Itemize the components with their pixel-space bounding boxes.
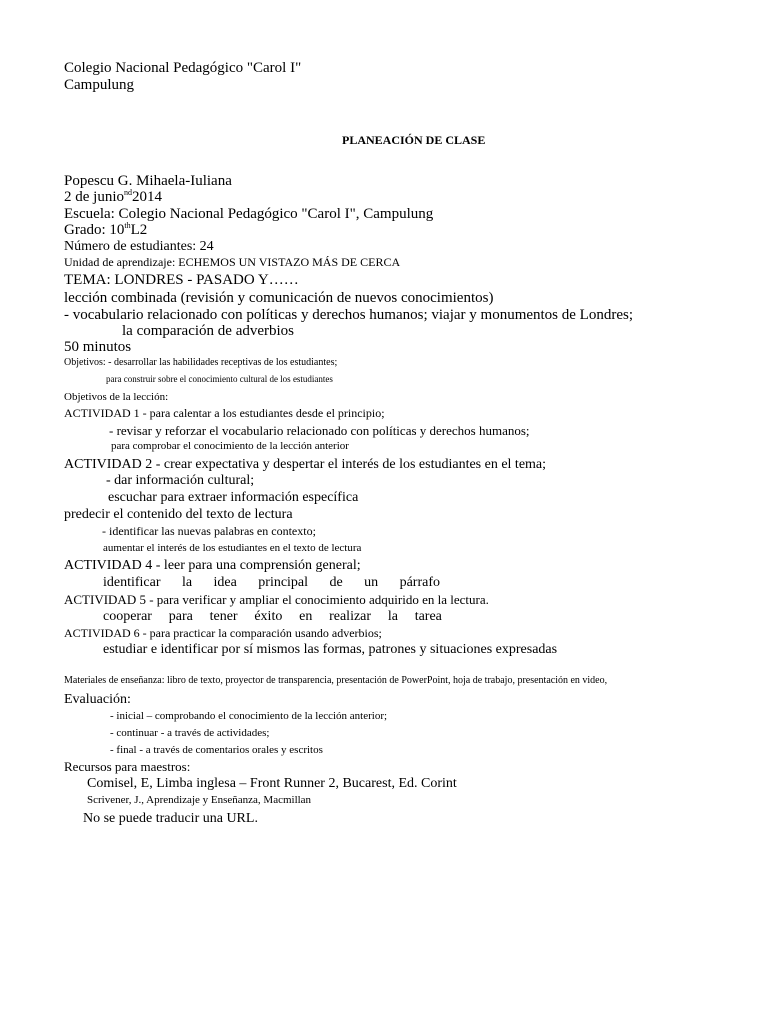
grade-info: Grado: 10thL2: [64, 221, 148, 238]
activity-1-line-1: - revisar y reforzar el vocabulario relacionado con políticas y derechos humanos;: [109, 423, 530, 438]
word: principal: [258, 575, 309, 590]
word: párrafo: [399, 575, 440, 590]
duration: 50 minutos: [64, 339, 132, 355]
word: para: [168, 609, 193, 624]
page-title: PLANEACIÓN DE CLASE: [342, 133, 486, 147]
resources-heading: Recursos para maestros:: [64, 759, 191, 774]
word: éxito: [254, 609, 283, 624]
evaluation-continue: - continuar - a través de actividades;: [110, 727, 270, 739]
word: tener: [209, 609, 238, 624]
city-name: Campulung: [64, 77, 134, 93]
lesson-objectives-heading: Objetivos de la lección:: [64, 391, 169, 403]
word: de: [329, 575, 343, 590]
adverbs-line: la comparación de adverbios: [122, 323, 295, 339]
predict-line: predecir el contenido del texto de lectura: [64, 507, 293, 522]
learning-unit: Unidad de aprendizaje: ECHEMOS UN VISTAZO MÁS DE CERCA: [64, 255, 401, 269]
lesson-type: lección combinada (revisión y comunicación de nuevos conocimientos): [64, 290, 494, 306]
word: la: [387, 609, 398, 624]
activity-6: ACTIVIDAD 6 - para practicar la comparación usando adverbios;: [64, 626, 382, 640]
activity-2-line-1: - dar información cultural;: [106, 473, 255, 488]
word: realizar: [329, 609, 372, 624]
predict-line-2: aumentar el interés de los estudiantes en el texto de lectura: [103, 542, 362, 554]
predict-line-1: - identificar las nuevas palabras en contexto;: [102, 524, 316, 538]
activity-6-line-1: estudiar e identificar por sí mismos las formas, patrones y situaciones expresadas: [103, 642, 558, 657]
school-name: Colegio Nacional Pedagógico "Carol I": [64, 60, 302, 76]
activity-1-line-2: para comprobar el conocimiento de la lección anterior: [111, 440, 349, 452]
activity-5-line-1: [103, 610, 442, 624]
vocabulary-line: - vocabulario relacionado con políticas y derechos humanos; viajar y monumentos de Londres;: [64, 307, 633, 323]
objectives-line: Objetivos: - desarrollar las habilidades receptivas de los estudiantes;: [64, 357, 338, 368]
footer-note: No se puede traducir una URL.: [83, 811, 258, 826]
word: cooperar: [103, 609, 152, 624]
activity-5: ACTIVIDAD 5 - para verificar y ampliar el conocimiento adquirido en la lectura.: [64, 592, 489, 607]
activity-4-line-1: [103, 576, 440, 590]
teacher-name: Popescu G. Mihaela-Iuliana: [64, 173, 232, 189]
activity-2-line-2: escuchar para extraer información específica: [108, 490, 359, 505]
students-count: Número de estudiantes: 24: [64, 239, 214, 254]
word: en: [299, 609, 313, 624]
teaching-materials: Materiales de enseñanza: libro de texto, proyector de transparencia, presentación de PowerPoint, hoja de trabajo, presentación en video,: [64, 675, 608, 686]
word: tarea: [414, 609, 442, 624]
word: idea: [213, 575, 237, 590]
word: la: [181, 575, 193, 590]
school-info: Escuela: Colegio Nacional Pedagógico "Carol I", Campulung: [64, 206, 434, 222]
word: identificar: [103, 575, 161, 590]
evaluation-initial: - inicial – comprobando el conocimiento de la lección anterior;: [110, 710, 388, 722]
activity-2: ACTIVIDAD 2 - crear expectativa y despertar el interés de los estudiantes en el tema;: [64, 457, 547, 472]
activity-1: ACTIVIDAD 1 - para calentar a los estudiantes desde el principio;: [64, 406, 385, 420]
objectives-line-2: para construir sobre el conocimiento cultural de los estudiantes: [106, 374, 333, 384]
evaluation-heading: Evaluación:: [64, 692, 131, 707]
resource-2: Scrivener, J., Aprendizaje y Enseñanza, Macmillan: [87, 794, 312, 806]
evaluation-final: - final - a través de comentarios orales y escritos: [110, 744, 323, 756]
topic: TEMA: LONDRES - PASADO Y……: [64, 272, 299, 288]
activity-4: ACTIVIDAD 4 - leer para una comprensión general;: [64, 558, 361, 573]
lesson-date: 2 de junio$^{nd}$2014: [64, 188, 162, 205]
word: un: [364, 575, 379, 590]
resource-1: Comisel, E, Limba inglesa – Front Runner 2, Bucarest, Ed. Corint: [87, 776, 457, 791]
